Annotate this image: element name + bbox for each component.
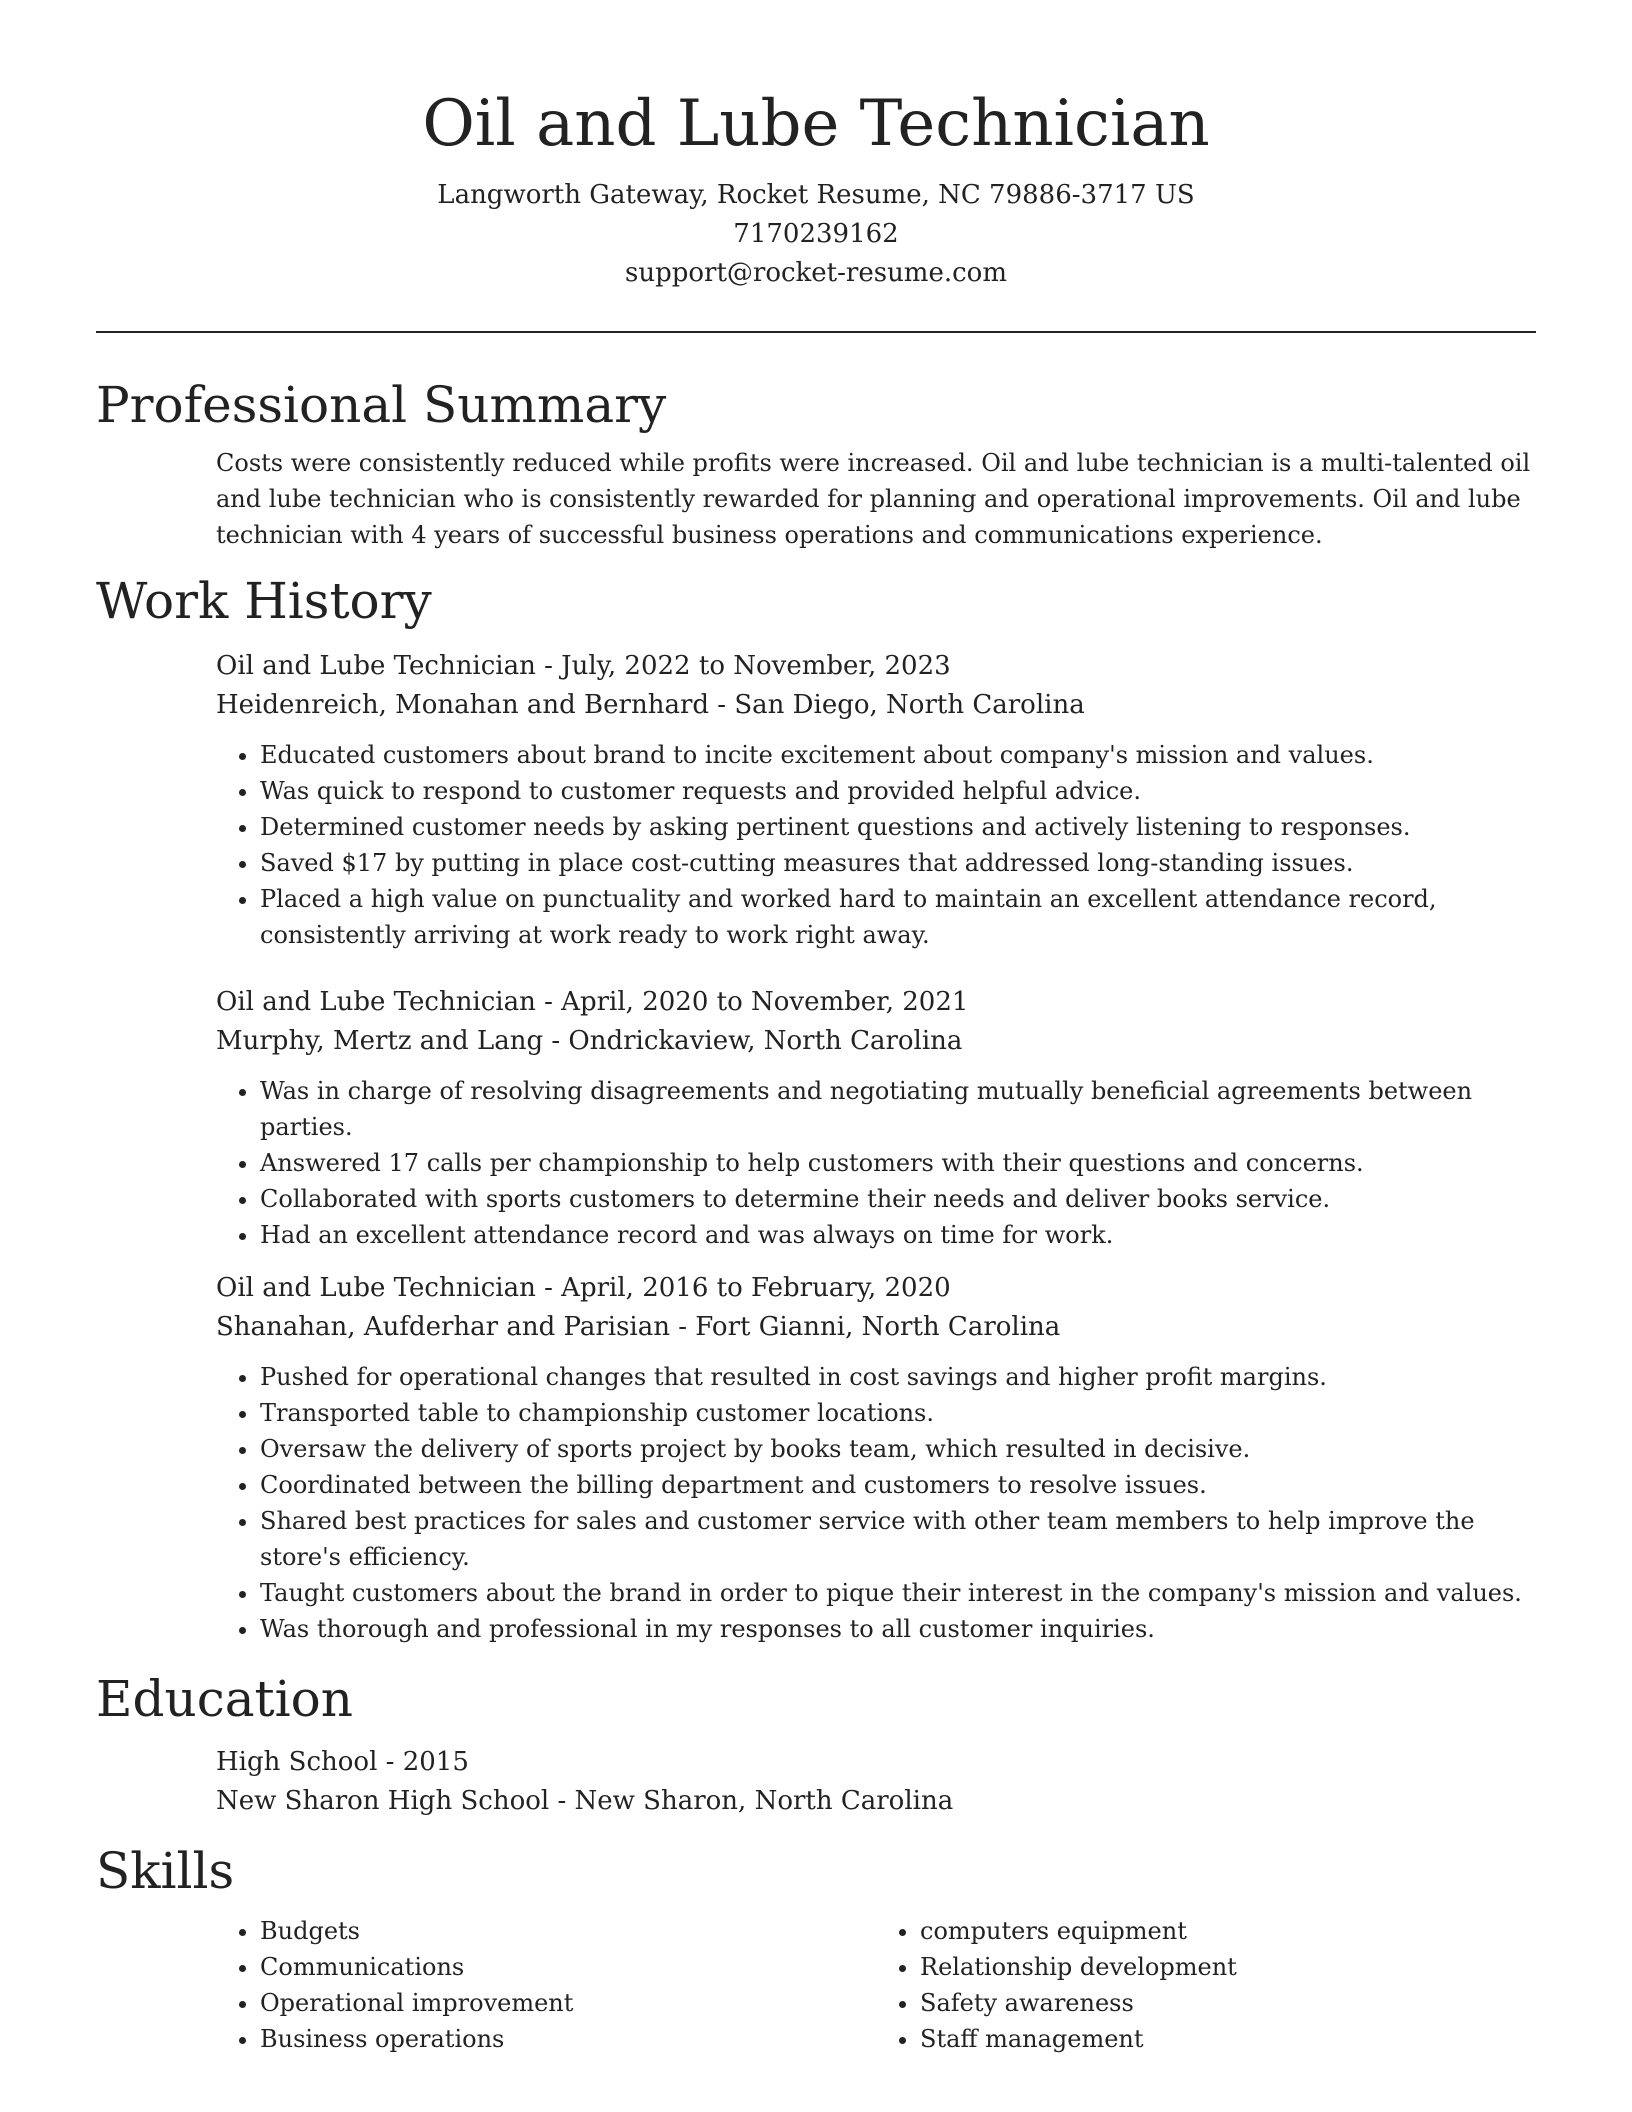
skill-item: • computers equipment [920, 1913, 1536, 1949]
job-bullet: • Oversaw the delivery of sports project by books team, which resulted in decisive. [260, 1431, 1536, 1467]
summary-text: Costs were consistently reduced while profits were increased. Oil and lube technician is a multi-talented oil and lube technician who is consistently rewarded for planning and operational improvements. Oil and lube technician with 4 years of successful business operations and communications experience. [216, 449, 1531, 549]
phone: 7170239162 [733, 219, 899, 249]
job-bullet: • Coordinated between the billing department and customers to resolve issues. [260, 1467, 1536, 1503]
address: Langworth Gateway, Rocket Resume, NC 79886-3717 US [437, 180, 1195, 210]
job-bullet: • Was in charge of resolving disagreements and negotiating mutually beneficial agreements between parties. [260, 1073, 1536, 1145]
job-bullet: • Had an excellent attendance record and was always on time for work. [260, 1217, 1536, 1253]
job-title: Oil and Lube Technician - April, 2020 to November, 2021 [216, 987, 969, 1017]
skill-item: • Operational improvement [260, 1985, 876, 2021]
job-bullet: • Taught customers about the brand in order to pique their interest in the company's mission and values. [260, 1575, 1536, 1611]
job-company: Shanahan, Aufderhar and Parisian - Fort Gianni, North Carolina [216, 1312, 1061, 1342]
skill-item: • Budgets [260, 1913, 876, 1949]
education-heading: Education [96, 1670, 353, 1728]
job-company: Heidenreich, Monahan and Bernhard - San Diego, North Carolina [216, 690, 1085, 720]
skill-item: • Staff management [920, 2021, 1536, 2057]
job-bullet: • Was thorough and professional in my responses to all customer inquiries. [260, 1611, 1536, 1647]
work-history-section [96, 569, 1536, 1647]
resume-title: Oil and Lube Technician [422, 87, 1210, 161]
skill-item: • Safety awareness [920, 1985, 1536, 2021]
resume-page [96, 0, 1536, 2057]
job-entry [216, 647, 1536, 953]
job-entry [216, 1269, 1536, 1647]
resume-header [96, 0, 1536, 293]
skill-item: • Relationship development [920, 1949, 1536, 1985]
job-title: Oil and Lube Technician - July, 2022 to November, 2023 [216, 651, 951, 681]
job-bullet: • Answered 17 calls per championship to help customers with their questions and concerns. [260, 1145, 1536, 1181]
email: support@rocket-resume.com [624, 258, 1007, 288]
job-bullets [216, 1359, 1536, 1647]
summary-section [96, 373, 1536, 553]
skills-section [96, 1839, 1536, 2057]
summary-heading: Professional Summary [96, 376, 667, 434]
job-entry [216, 983, 1536, 1253]
job-bullet: • Collaborated with sports customers to determine their needs and deliver books service. [260, 1181, 1536, 1217]
job-bullet: • Placed a high value on punctuality and worked hard to maintain an excellent attendance record, consistently arriving at work ready to work right away. [260, 881, 1536, 953]
skills-list-right [876, 1913, 1536, 2057]
education-section [96, 1667, 1536, 1821]
job-title: Oil and Lube Technician - April, 2016 to February, 2020 [216, 1273, 951, 1303]
skill-item: • Business operations [260, 2021, 876, 2057]
job-company: Murphy, Mertz and Lang - Ondrickaview, North Carolina [216, 1026, 963, 1056]
header-divider [96, 331, 1536, 333]
education-degree: High School - 2015 [216, 1747, 469, 1777]
job-bullet: • Was quick to respond to customer requests and provided helpful advice. [260, 773, 1536, 809]
job-bullet: • Shared best practices for sales and customer service with other team members to help improve the store's efficiency. [260, 1503, 1536, 1575]
education-school: New Sharon High School - New Sharon, North Carolina [216, 1786, 954, 1816]
job-bullets [216, 737, 1536, 953]
job-bullet: • Determined customer needs by asking pertinent questions and actively listening to responses. [260, 809, 1536, 845]
job-bullet: • Pushed for operational changes that resulted in cost savings and higher profit margins. [260, 1359, 1536, 1395]
work-history-heading: Work History [96, 572, 432, 630]
skill-item: • Communications [260, 1949, 876, 1985]
job-bullets [216, 1073, 1536, 1253]
job-bullet: • Saved $17 by putting in place cost-cutting measures that addressed long-standing issues. [260, 845, 1536, 881]
skills-heading: Skills [96, 1842, 235, 1900]
skills-list-left [216, 1913, 876, 2057]
job-bullet: • Educated customers about brand to incite excitement about company's mission and values. [260, 737, 1536, 773]
job-bullet: • Transported table to championship customer locations. [260, 1395, 1536, 1431]
